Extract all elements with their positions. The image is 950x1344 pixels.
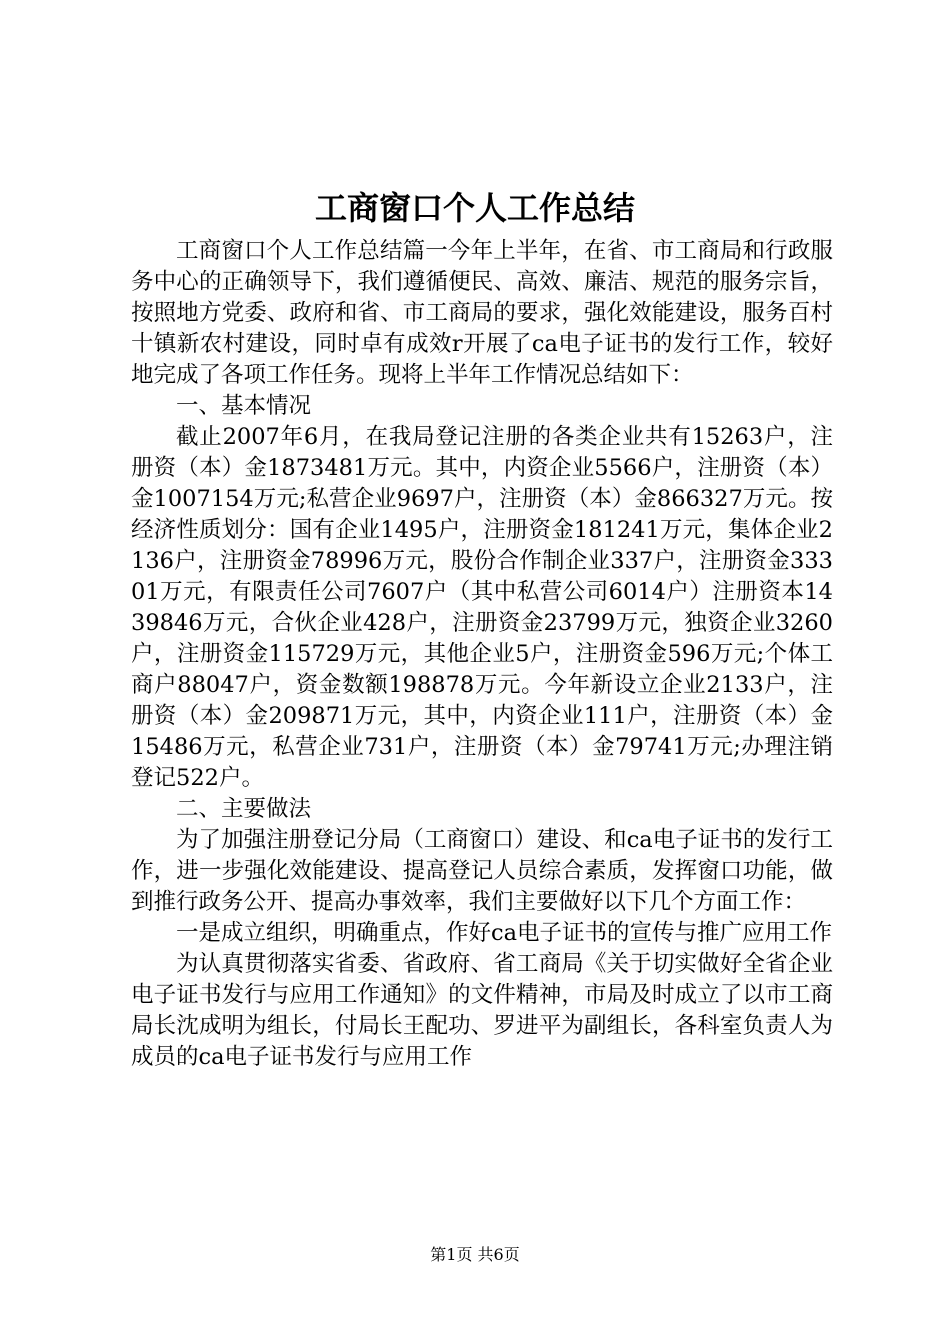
section-heading-main-practices: 二、主要做法 [176,796,312,822]
page-footer: 第1页 共6页 [430,1245,520,1264]
section-heading-basic-situation: 一、基本情况 [176,393,312,419]
paragraph-point-one: 一是成立组织，明确重点，作好ca电子证书的宣传与推广应用工作 [176,920,833,946]
paragraph-implementation: 为认真贯彻落实省委、省政府、省工商局《关于切实做好全省企业电子证书发行与应用工作通知》的文件精神，市局及时成立了以市工商局长沈成明为组长，付局长王配功、罗进平为副组长，各科室负责人为成员的ca电子证书发行与应用工作 [131,951,833,1070]
document-body [131,236,833,1073]
paragraph-practices-intro: 为了加强注册登记分局（工商窗口）建设、和ca电子证书的发行工作，进一步强化效能建设、提高登记人员综合素质，发挥窗口功能，做到推行政务公开、提高办事效率，我们主要做好以下几个方面工作： [131,827,833,915]
paragraph-statistics: 截止2007年6月，在我局登记注册的各类企业共有15263户，注册资（本）金1873481万元。其中，内资企业5566户，注册资（本）金1007154万元;私营企业9697户，注册资（本）金866327万元。按经济性质划分：国有企业1495户，注册资金181241万元，集体企业2136户，注册资金78996万元，股份合作制企业337户，注册资金33301万元，有限责任公司7607户（其中私营公司6014户）注册资本1439846万元，合伙企业428户，注册资金23799万元，独资企业3260户，注册资金115729万元，其他企业5户，注册资金596万元;个体工商户88047户，资金数额198878万元。今年新设立企业2133户，注册资（本）金209871万元，其中，内资企业111户，注册资（本）金15486万元，私营企业731户，注册资（本）金79741万元;办理注销登记522户。 [131,424,833,791]
document-title: 工商窗口个人工作总结 [314,189,635,227]
paragraph-intro: 工商窗口个人工作总结篇一今年上半年，在省、市工商局和行政服务中心的正确领导下，我们遵循便民、高效、廉洁、规范的服务宗旨，按照地方党委、政府和省、市工商局的要求，强化效能建设，服务百村十镇新农村建设，同时卓有成效r开展了ca电子证书的发行工作，较好地完成了各项工作任务。现将上半年工作情况总结如下： [131,238,833,388]
